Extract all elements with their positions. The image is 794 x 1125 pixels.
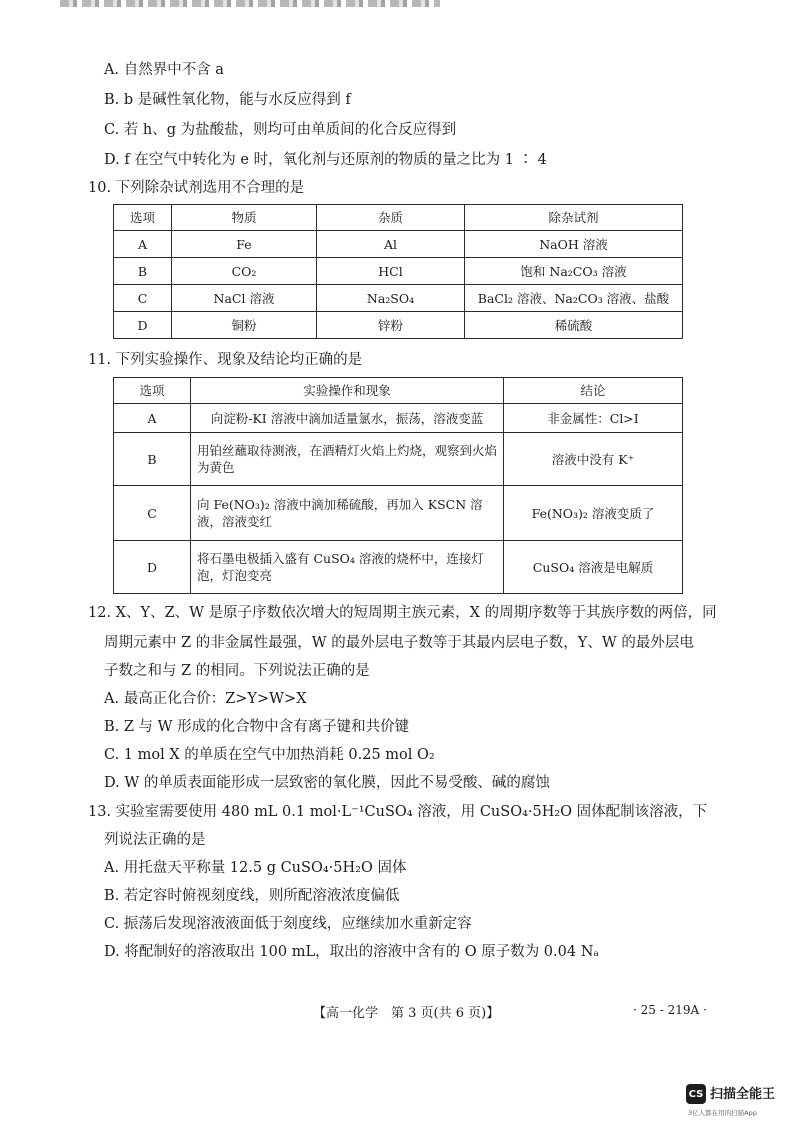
table-cell: NaOH 溶液 bbox=[465, 231, 683, 258]
q10-header-reagent: 除杂试剂 bbox=[465, 205, 683, 231]
q9-option-b: B. b 是碱性氧化物，能与水反应得到 f bbox=[104, 92, 351, 108]
table-cell: CuSO₄ 溶液是电解质 bbox=[504, 541, 683, 594]
table-cell: A bbox=[114, 231, 172, 258]
q13-option-a: A. 用托盘天平称量 12.5 g CuSO₄·5H₂O 固体 bbox=[104, 860, 407, 876]
table-cell: 铜粉 bbox=[172, 312, 317, 339]
q12-option-c: C. 1 mol X 的单质在空气中加热消耗 0.25 mol O₂ bbox=[104, 747, 435, 763]
table-row bbox=[114, 231, 683, 258]
table-cell: HCl bbox=[317, 258, 465, 285]
table-row bbox=[114, 258, 683, 285]
q9-option-d: D. f 在空气中转化为 e 时，氧化剂与还原剂的物质的量之比为 1 ∶ 4 bbox=[104, 152, 547, 168]
q12-stem-line-2: 周期元素中 Z 的非金属性最强，W 的最外层电子数等于其最内层电子数，Y、W 的最外层电 bbox=[104, 635, 694, 651]
table-cell: A bbox=[114, 404, 191, 433]
table-cell: C bbox=[114, 285, 172, 312]
table-cell: 向淀粉-KI 溶液中滴加适量氯水，振荡，溶液变蓝 bbox=[191, 404, 504, 433]
q13-option-b: B. 若定容时俯视刻度线，则所配溶液浓度偏低 bbox=[104, 888, 400, 904]
table-cell: 非金属性：Cl>I bbox=[504, 404, 683, 433]
camscanner-logo-icon: CS bbox=[686, 1084, 706, 1104]
q10-table bbox=[113, 204, 683, 339]
q9-option-c: C. 若 h、g 为盐酸盐，则均可由单质间的化合反应得到 bbox=[104, 122, 457, 138]
table-cell: 溶液中没有 K⁺ bbox=[504, 433, 683, 486]
q12-option-d: D. W 的单质表面能形成一层致密的氧化膜，因此不易受酸、碱的腐蚀 bbox=[104, 775, 550, 791]
q12-option-b: B. Z 与 W 形成的化合物中含有离子键和共价键 bbox=[104, 719, 410, 735]
q10-header-option: 选项 bbox=[114, 205, 172, 231]
table-cell: Al bbox=[317, 231, 465, 258]
table-cell: Fe(NO₃)₂ 溶液变质了 bbox=[504, 486, 683, 541]
table-cell: Na₂SO₄ bbox=[317, 285, 465, 312]
table-cell: BaCl₂ 溶液、Na₂CO₃ 溶液、盐酸 bbox=[465, 285, 683, 312]
table-cell: 稀硫酸 bbox=[465, 312, 683, 339]
camscanner-tagline: 3亿人都在用的扫描App bbox=[688, 1109, 757, 1117]
table-row bbox=[114, 541, 683, 594]
table-cell: 饱和 Na₂CO₃ 溶液 bbox=[465, 258, 683, 285]
table-cell: D bbox=[114, 312, 172, 339]
q13-stem-line-2: 列说法正确的是 bbox=[104, 832, 206, 848]
q10-header-substance: 物质 bbox=[172, 205, 317, 231]
table-cell: C bbox=[114, 486, 191, 541]
table-row bbox=[114, 404, 683, 433]
table-cell: 用铂丝蘸取待测液，在酒精灯火焰上灼烧，观察到火焰为黄色 bbox=[191, 433, 504, 486]
q11-header-option: 选项 bbox=[114, 378, 191, 404]
table-cell: 将石墨电极插入盛有 CuSO₄ 溶液的烧杯中，连接灯泡，灯泡变亮 bbox=[191, 541, 504, 594]
camscanner-name: 扫描全能王 bbox=[710, 1087, 776, 1102]
table-cell: B bbox=[114, 258, 172, 285]
table-row bbox=[114, 433, 683, 486]
table-cell: NaCl 溶液 bbox=[172, 285, 317, 312]
q11-header-operation: 实验操作和现象 bbox=[191, 378, 504, 404]
q12-option-a: A. 最高正化合价：Z>Y>W>X bbox=[104, 691, 307, 707]
q10-stem: 10. 下列除杂试剂选用不合理的是 bbox=[88, 180, 305, 196]
q10-header-impurity: 杂质 bbox=[317, 205, 465, 231]
table-cell: 向 Fe(NO₃)₂ 溶液中滴加稀硫酸，再加入 KSCN 溶液，溶液变红 bbox=[191, 486, 504, 541]
table-row bbox=[114, 312, 683, 339]
q12-stem-line-3: 子数之和与 Z 的相同。下列说法正确的是 bbox=[104, 663, 370, 679]
table-cell: D bbox=[114, 541, 191, 594]
table-row bbox=[114, 486, 683, 541]
table-cell: B bbox=[114, 433, 191, 486]
table-cell: CO₂ bbox=[172, 258, 317, 285]
q9-option-a: A. 自然界中不含 a bbox=[104, 62, 224, 78]
q11-header-conclusion: 结论 bbox=[504, 378, 683, 404]
table-row bbox=[114, 285, 683, 312]
exam-code: · 25 - 219A · bbox=[633, 1003, 707, 1017]
q11-stem: 11. 下列实验操作、现象及结论均正确的是 bbox=[88, 352, 363, 368]
q13-stem-line-1: 13. 实验室需要使用 480 mL 0.1 mol·L⁻¹CuSO₄ 溶液，用 CuSO₄·5H₂O 固体配制该溶液，下 bbox=[88, 804, 708, 820]
q11-table bbox=[113, 377, 683, 594]
table-cell: Fe bbox=[172, 231, 317, 258]
q13-option-d: D. 将配制好的溶液取出 100 mL，取出的溶液中含有的 O 原子数为 0.04 Nₐ bbox=[104, 944, 599, 960]
cropped-previous-line bbox=[60, 0, 440, 7]
page-footer: 【高一化学 第 3 页(共 6 页)】 bbox=[313, 1006, 500, 1021]
q12-stem-line-1: 12. X、Y、Z、W 是原子序数依次增大的短周期主族元素，X 的周期序数等于其族序数的两倍，同 bbox=[88, 605, 717, 621]
q13-option-c: C. 振荡后发现溶液液面低于刻度线，应继续加水重新定容 bbox=[104, 916, 472, 932]
table-cell: 锌粉 bbox=[317, 312, 465, 339]
